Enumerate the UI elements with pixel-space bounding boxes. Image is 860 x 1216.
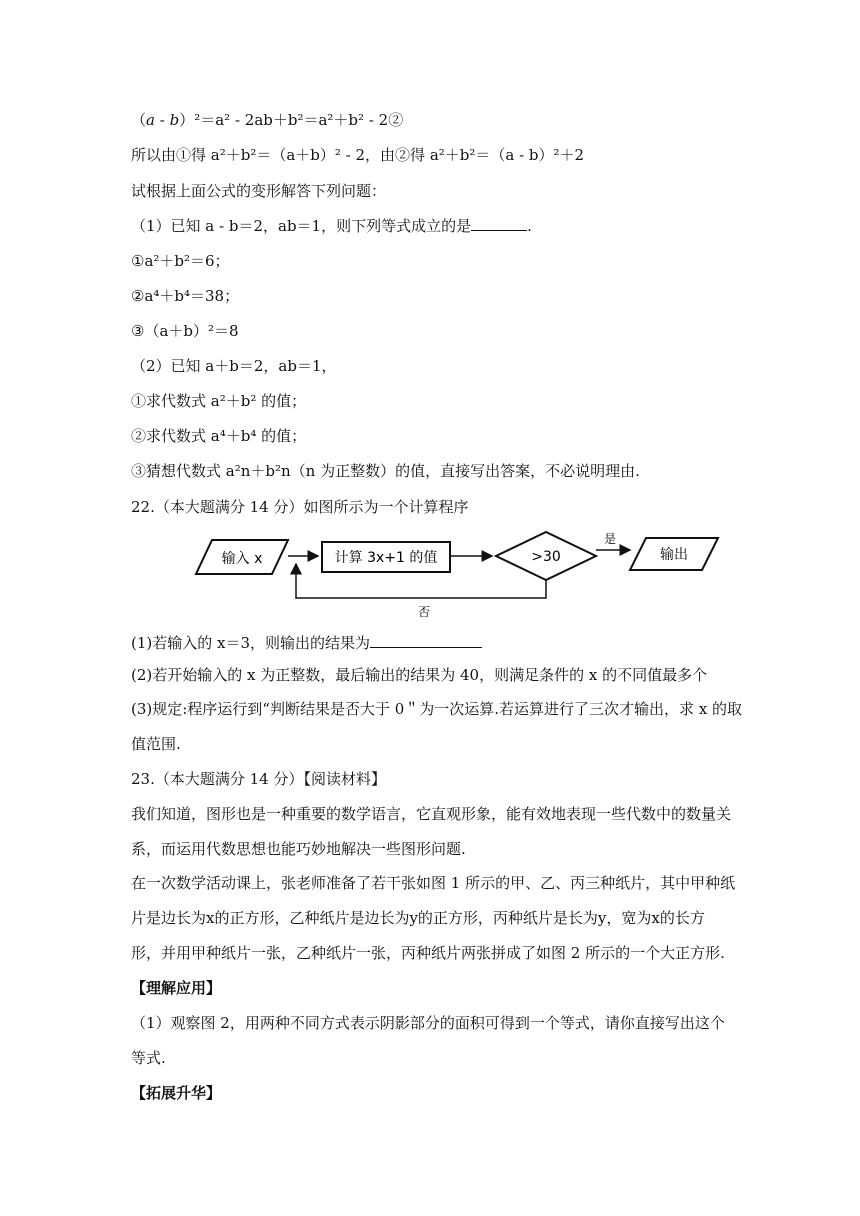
q2-item-1: ①求代数式 a²＋b² 的值； [131,392,307,410]
problem-22-title: 22.（本大题满分 14 分）如图所示为一个计算程序 [131,498,469,516]
q1-statement: （1）已知 a - b＝2，ab＝1，则下列等式成立的是 . [131,217,532,235]
section-extension: 【拓展升华】 [131,1084,222,1102]
answer-blank[interactable] [471,216,527,231]
q1-option-2: ②a⁴＋b⁴＝38； [131,287,240,305]
q2-item-3: ③猜想代数式 a²n＋b²n（n 为正整数）的值，直接写出答案，不必说明理由. [131,462,640,480]
p22-q2: (2)若开始输入的 x 为正整数，最后输出的结果为 40，则满足条件的 x 的不同值最多个 [131,666,708,684]
p23-para1-line1: 我们知道，图形也是一种重要的数学语言，它直观形象，能有效地表现一些代数中的数量关 [131,805,732,823]
p23-para2-line3: 形，并用甲种纸片一张，乙种纸片一张，丙种纸片两张拼成了如图 2 所示的一个大正方形. [131,944,725,962]
answer-blank[interactable] [370,633,482,648]
section-understanding: 【理解应用】 [131,979,222,997]
q2-statement: （2）已知 a＋b＝2，ab＝1， [131,357,337,375]
p23-para2-line2: 片是边长为x的正方形，乙种纸片是边长为y的正方形，丙种纸片是长为y，宽为x的长方 [131,909,705,927]
p23-q1-line2: 等式. [131,1049,166,1067]
p23-para1-line2: 系，而运用代数思想也能巧妙地解决一些图形问题. [131,840,466,858]
yes-label: 是 [603,532,617,546]
input-label: 输入 x [221,551,263,567]
condition-label: >30 [531,549,561,565]
q1-option-1: ①a²＋b²＝6； [131,252,230,270]
q1-option-3: ③（a＋b）²＝8 [131,322,239,340]
q2-item-2: ②求代数式 a⁴＋b⁴ 的值； [131,427,307,445]
p23-para2-line1: 在一次数学活动课上，张老师准备了若干张如图 1 所示的甲、乙、丙三种纸片，其中甲种纸 [131,874,736,892]
p22-q3-line1: (3)规定:程序运行到“判断结果是否大于 0＂为一次运算.若运算进行了三次才输出，求 x 的取 [131,700,743,718]
problem-23-title: 23.（本大题满分 14 分）【阅读材料】 [131,770,386,788]
flowchart [190,528,730,618]
compute-label: 计算 3x+1 的值 [334,550,438,566]
no-label: 否 [417,605,431,618]
p23-q1-line1: （1）观察图 2，用两种不同方式表示阴影部分的面积可得到一个等式，请你直接写出这个 [131,1014,725,1032]
derivation-line: 所以由①得 a²＋b²＝（a＋b）² - 2，由②得 a²＋b²＝（a - b）²＋2 [131,146,585,164]
instruction: 试根据上面公式的变形解答下列问题： [131,182,387,200]
p22-q1: (1)若输入的 x＝3，则输出的结果为 [131,633,482,653]
formula-line-2: （a - b）²＝a² - 2ab＋b²＝a²＋b² - 2② [131,111,404,129]
output-label: 输出 [660,547,688,563]
p22-q3-line2: 值范围. [131,735,181,753]
